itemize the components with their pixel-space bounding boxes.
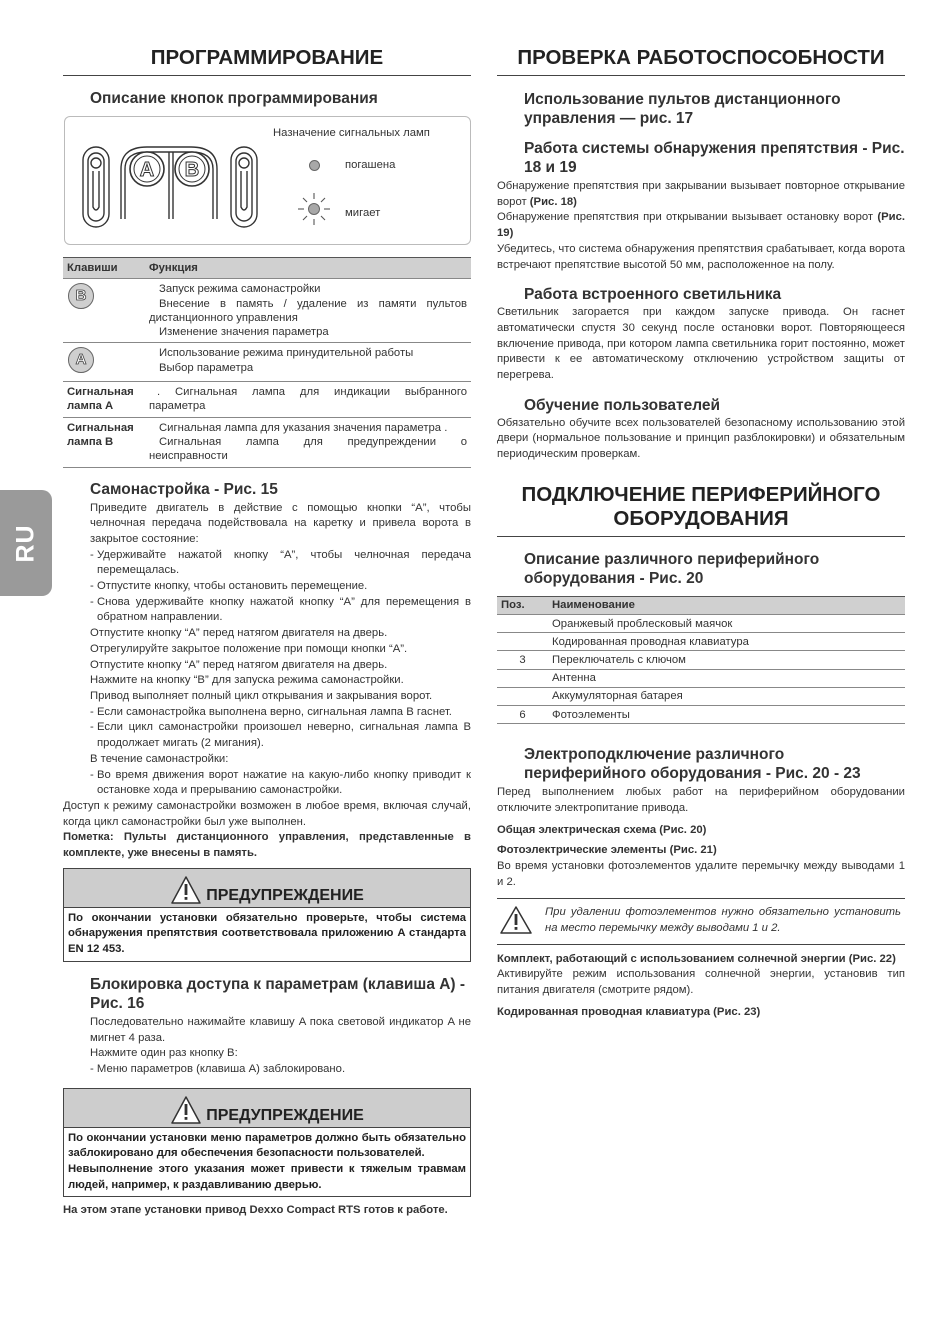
- col-keys-header: Клавиши: [63, 258, 145, 279]
- lamp-blink-label: мигает: [345, 207, 381, 219]
- desc-heading: Описание различного периферийного оборудования - Рис. 20: [524, 550, 820, 587]
- warning-icon: [499, 905, 533, 935]
- text-line: Привод выполняет полный цикл открывания и закрывания ворот.: [90, 690, 433, 702]
- final-text: На этом этапе установки привод Dexxo Compact RTS готов к работе.: [63, 1204, 448, 1217]
- peripheral-title-line: ПОДКЛЮЧЕНИЕ ПЕРИФЕРИЙНОГО: [521, 482, 881, 506]
- list-item: - Если самонастройка выполнена верно, сигнальная лампа B гаснет.: [90, 705, 452, 718]
- photo-heading: Фотоэлектрические элементы (Рис. 21): [497, 844, 717, 857]
- button-b-label: B: [184, 159, 200, 181]
- col-pos-header: Поз.: [497, 596, 548, 614]
- table-row: 6 Фотоэлементы: [497, 705, 905, 723]
- remote-buttons-illustration: [81, 139, 271, 239]
- light-text: Светильник загорается при каждом запуске привода. Он гаснет автоматически спустя 30 секунд после остановки ворот. Повторяющееся включение привода, при котором лампа светильника горит постоянно, может привести к ее автоматическому отключению устройством защиты от перегрева.: [497, 306, 905, 382]
- button-a-label: A: [139, 159, 155, 181]
- warning-box: [63, 868, 471, 962]
- lamp-blink-icon: [296, 191, 332, 227]
- light-heading: Работа встроенного светильника: [524, 286, 782, 304]
- obstacle-text: Обнаружение препятствия при закрывании вызывает повторное открывание ворот (Рис. 18): [497, 180, 905, 208]
- lamp-off-icon: [309, 160, 320, 171]
- remote-heading: [524, 90, 905, 128]
- lamp-a-key: Сигнальная лампа A: [63, 382, 145, 418]
- training-heading: Обучение пользователей: [524, 396, 721, 414]
- keys-function-table: [63, 257, 471, 468]
- col-name-header: Наименование: [548, 596, 905, 614]
- solar-heading: Комплект, работающий с использованием солнечной энергии (Рис. 22): [497, 952, 896, 965]
- language-tab: [0, 490, 52, 596]
- list-item: - Снова удерживайте кнопку нажатой кнопку “A” для перемещения в обратном направлении.: [90, 595, 471, 624]
- access-text: Доступ к режиму самонастройки возможен в любое время, включая случай, когда цикл самонастройки был уже выполнен.: [63, 799, 471, 828]
- function-line: Запуск режима самонастройки: [159, 283, 321, 296]
- elec-heading: Электроподключение различного периферийного оборудования - Рис. 20 - 23: [524, 746, 861, 783]
- table-row: [63, 382, 471, 418]
- selfadjust-intro: Приведите двигатель в действие с помощью кнопки “A”, чтобы челночная передача подействовала на каретку и привела ворота в закрытое состояние:: [90, 501, 471, 545]
- peripheral-title: [497, 483, 905, 537]
- lamps-title: Назначение сигнальных ламп: [273, 127, 430, 139]
- photo-text: Во время установки фотоэлементов удалите перемычку между выводами 1 и 2.: [497, 859, 905, 888]
- remote-heading-text: Использование пультов дистанционного управления — рис. 17: [524, 91, 841, 127]
- warning-title: ПРЕДУПРЕЖДЕНИЕ: [206, 886, 364, 904]
- table-row: [63, 417, 471, 467]
- warning-text: Невыполнение этого указания может привести к тяжелым травмам людей, например, к раздавливанию дверью.: [68, 1163, 466, 1191]
- peripheral-table: [497, 596, 905, 724]
- lamp-b-key: Сигнальная лампа B: [63, 417, 145, 467]
- check-title: ПРОВЕРКА РАБОТОСПОСОБНОСТИ: [497, 46, 905, 76]
- lamp-off-label: погашена: [345, 159, 396, 171]
- remote-note: Пометка: Пульты дистанционного управления, представленные в комплекте, уже внесены в память.: [63, 831, 471, 860]
- right-column: [497, 46, 905, 1021]
- warning-box: [63, 1088, 471, 1198]
- col-function-header: Функция: [145, 258, 471, 279]
- table-header-row: [497, 596, 905, 614]
- table-row: Кодированная проводная клавиатура: [497, 633, 905, 651]
- function-line: Выбор параметра: [159, 361, 254, 374]
- buttons-heading: Описание кнопок программирования: [90, 90, 378, 107]
- function-line: . Сигнальная лампа для индикации выбранного: [157, 386, 467, 399]
- function-line: Сигнальная лампа для указания значения параметра .: [159, 421, 448, 434]
- function-line: Сигнальная лампа для предупреждении о: [159, 435, 467, 448]
- language-label: RU: [11, 523, 40, 563]
- obstacle-text: Обнаружение препятствия при открывании вызывает остановку ворот (Рис. 19): [497, 211, 905, 240]
- photo-note-text: При удалении фотоэлементов нужно обязательно установить на место перемычку между выводами 1 и 2.: [545, 906, 901, 935]
- obstacle-heading: Работа системы обнаружения препятствия - Рис. 18 и 19: [524, 140, 905, 176]
- training-text: Обязательно обучите всех пользователей безопасному использованию этой двери (нормальное пользование и принцип разблокировки) и обязательным периодическим проверкам.: [497, 416, 905, 461]
- table-row: Антенна: [497, 669, 905, 687]
- peripheral-title-line: ОБОРУДОВАНИЯ: [613, 506, 789, 530]
- text-line: Отпустите кнопку “A” перед натягом двигателя на дверь.: [90, 627, 388, 640]
- list-item: - Удерживайте нажатой кнопку “A”, чтобы челночная передача перемещалась.: [90, 548, 471, 577]
- list-item: - Отпустите кнопку, чтобы остановить перемещение.: [90, 580, 368, 593]
- selfadjust-heading: Самонастройка - Рис. 15: [90, 480, 278, 498]
- general-scheme: Общая электрическая схема (Рис. 20): [497, 823, 707, 836]
- elec-intro: Перед выполнением любых работ на периферийном оборудовании отключите электропитание привода.: [497, 786, 905, 814]
- list-item: - Во время движения ворот нажатие на какую-либо кнопку приводит к остановке хода и прерыванию самонастройки.: [90, 768, 471, 797]
- obstacle-text: Убедитесь, что система обнаружения препятствия срабатывает, когда ворота встречают препятствие высотой 50 мм, расположенное на полу.: [497, 242, 905, 271]
- table-header-row: [63, 258, 471, 279]
- function-line: Изменение значения параметра: [159, 326, 329, 339]
- text-line: В течение самонастройки:: [90, 752, 229, 765]
- programming-title: ПРОГРАММИРОВАНИЕ: [63, 46, 471, 76]
- table-row: [63, 343, 471, 382]
- function-line: дистанционного управления: [149, 311, 298, 324]
- warning-title: ПРЕДУПРЕЖДЕНИЕ: [206, 1106, 364, 1124]
- key-b-icon: B: [68, 283, 94, 309]
- lock-text: Последовательно нажимайте клавишу A пока световой индикатор A не мигнет 4 раза.: [90, 1015, 471, 1044]
- table-row: [63, 279, 471, 343]
- function-line: неисправности: [149, 450, 228, 463]
- key-a-icon: A: [68, 347, 94, 373]
- left-column: [63, 46, 471, 1219]
- buttons-panel: [64, 116, 471, 245]
- table-row: 3 Переключатель с ключом: [497, 651, 905, 669]
- function-line: Внесение в память / удаление из памяти пультов: [159, 297, 467, 310]
- text-line: Отрегулируйте закрытое положение при помощи кнопки “A”.: [90, 642, 408, 655]
- warning-text: По окончании установки меню параметров должно быть обязательно заблокировано для обеспечения безопасности пользователей.: [68, 1131, 466, 1160]
- warning-icon: [170, 1095, 202, 1125]
- lock-text: - Меню параметров (клавиша A) заблокировано.: [90, 1062, 346, 1075]
- list-item: - Если цикл самонастройки произошел неверно, сигнальная лампа B продолжает мигать (2 мигания).: [90, 721, 471, 750]
- function-line: Использование режима принудительной работы: [159, 347, 414, 360]
- text-line: Нажмите на кнопку “B” для запуска режима самонастройки.: [90, 674, 404, 687]
- warning-icon: [170, 875, 202, 905]
- table-row: Аккумуляторная батарея: [497, 687, 905, 705]
- table-row: Оранжевый проблесковый маячок: [497, 615, 905, 633]
- photo-note: [497, 898, 905, 944]
- solar-text: Активируйте режим использования солнечной энергии, установив тип питания двигателя (смотрите рядом).: [497, 968, 905, 997]
- warning-text: По окончании установки обязательно проверьте, чтобы система обнаружения препятствия соответствовала приложению A стандарта EN 12 453.: [68, 911, 466, 956]
- lock-heading: Блокировка доступа к параметрам (клавиша А) - Рис. 16: [90, 975, 466, 1012]
- lock-text: Нажмите один раз кнопку B:: [90, 1047, 238, 1060]
- function-line: параметра: [149, 400, 206, 413]
- text-line: Отпустите кнопку “A” перед натягом двигателя на дверь.: [90, 658, 388, 671]
- keypad-heading: Кодированная проводная клавиатура (Рис. 23): [497, 1005, 761, 1018]
